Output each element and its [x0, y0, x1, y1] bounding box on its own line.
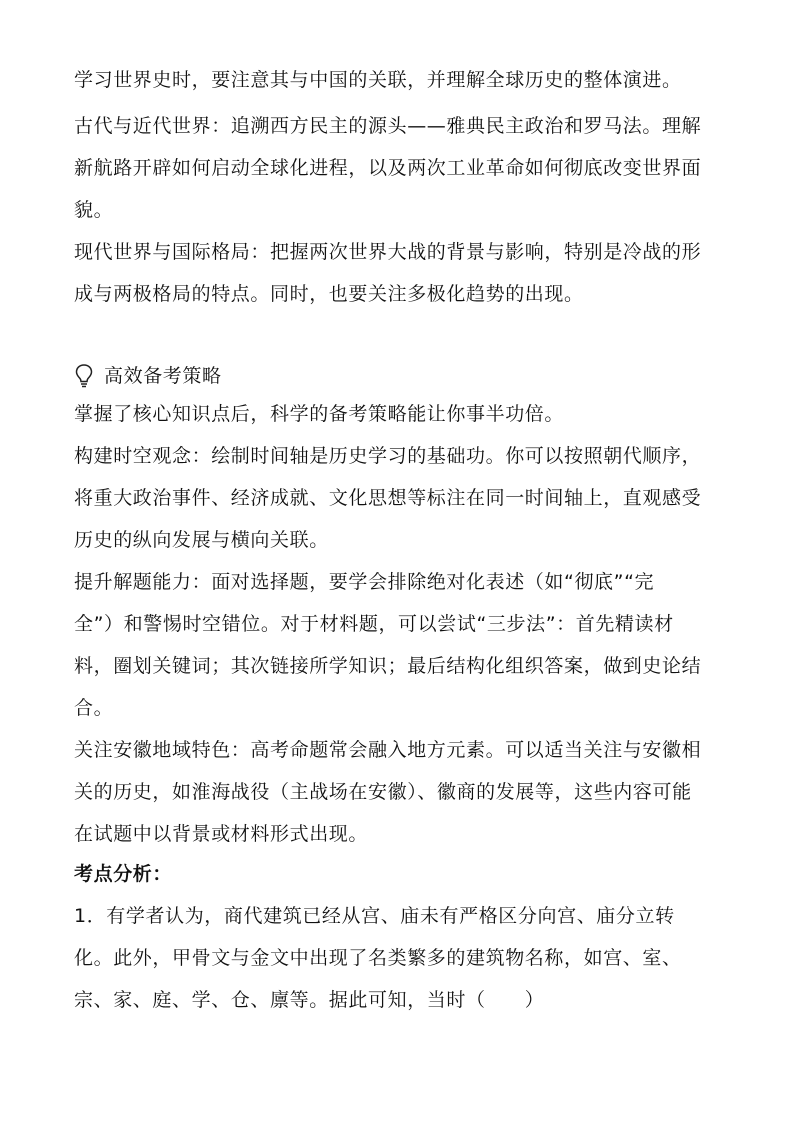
question-1-line-2: 化。此外，甲骨文与金文中出现了名类繁多的建筑物名称，如宫、室、 — [74, 947, 682, 969]
question-1-line-3: 宗、家、庭、学、仓、廪等。据此可知，当时（ ） — [74, 989, 545, 1011]
solving-tip-line-4: 合。 — [74, 697, 114, 719]
modern-world-line-1: 现代世界与国际格局：把握两次世界大战的背景与影响，特别是冷战的形 — [74, 241, 702, 263]
question-1-line-1: 1．有学者认为，商代建筑已经从宫、庙未有严格区分向宫、庙分立转 — [74, 905, 675, 927]
solving-tip-line-3: 料，圈划关键词；其次链接所学知识；最后结构化组织答案，做到史论结 — [74, 655, 702, 677]
timeline-tip-line-1: 构建时空观念：绘制时间轴是历史学习的基础功。你可以按照朝代顺序， — [74, 445, 702, 467]
ancient-world-line-1: 古代与近代世界：追溯西方民主的源头——雅典民主政治和罗马法。理解 — [74, 115, 702, 137]
anhui-tip-line-3: 在试题中以背景或材料形式出现。 — [74, 823, 369, 845]
lightbulb-icon — [74, 363, 94, 389]
intro-line-1: 学习世界史时，要注意其与中国的关联，并理解全球历史的整体演进。 — [74, 69, 682, 91]
modern-world-line-2: 成与两极格局的特点。同时，也要关注多极化趋势的出现。 — [74, 283, 584, 305]
ancient-world-line-3: 貌。 — [74, 199, 114, 221]
strategy-intro: 掌握了核心知识点后，科学的备考策略能让你事半功倍。 — [74, 403, 565, 425]
analysis-heading: 考点分析： — [74, 863, 173, 885]
solving-tip-line-1: 提升解题能力：面对选择题，要学会排除绝对化表述（如“彻底”“完 — [74, 571, 655, 593]
timeline-tip-line-3: 历史的纵向发展与横向关联。 — [74, 529, 329, 551]
solving-tip-line-2: 全”）和警惕时空错位。对于材料题，可以尝试“三步法”：首先精读材 — [74, 613, 674, 635]
anhui-tip-line-1: 关注安徽地域特色：高考命题常会融入地方元素。可以适当关注与安徽相 — [74, 739, 702, 761]
anhui-tip-line-2: 关的历史，如淮海战役（主战场在安徽）、徽商的发展等，这些内容可能 — [74, 781, 692, 803]
strategy-title: 高效备考策略 — [104, 365, 222, 387]
timeline-tip-line-2: 将重大政治事件、经济成就、文化思想等标注在同一时间轴上，直观感受 — [74, 487, 702, 509]
ancient-world-line-2: 新航路开辟如何启动全球化进程，以及两次工业革命如何彻底改变世界面 — [74, 157, 702, 179]
